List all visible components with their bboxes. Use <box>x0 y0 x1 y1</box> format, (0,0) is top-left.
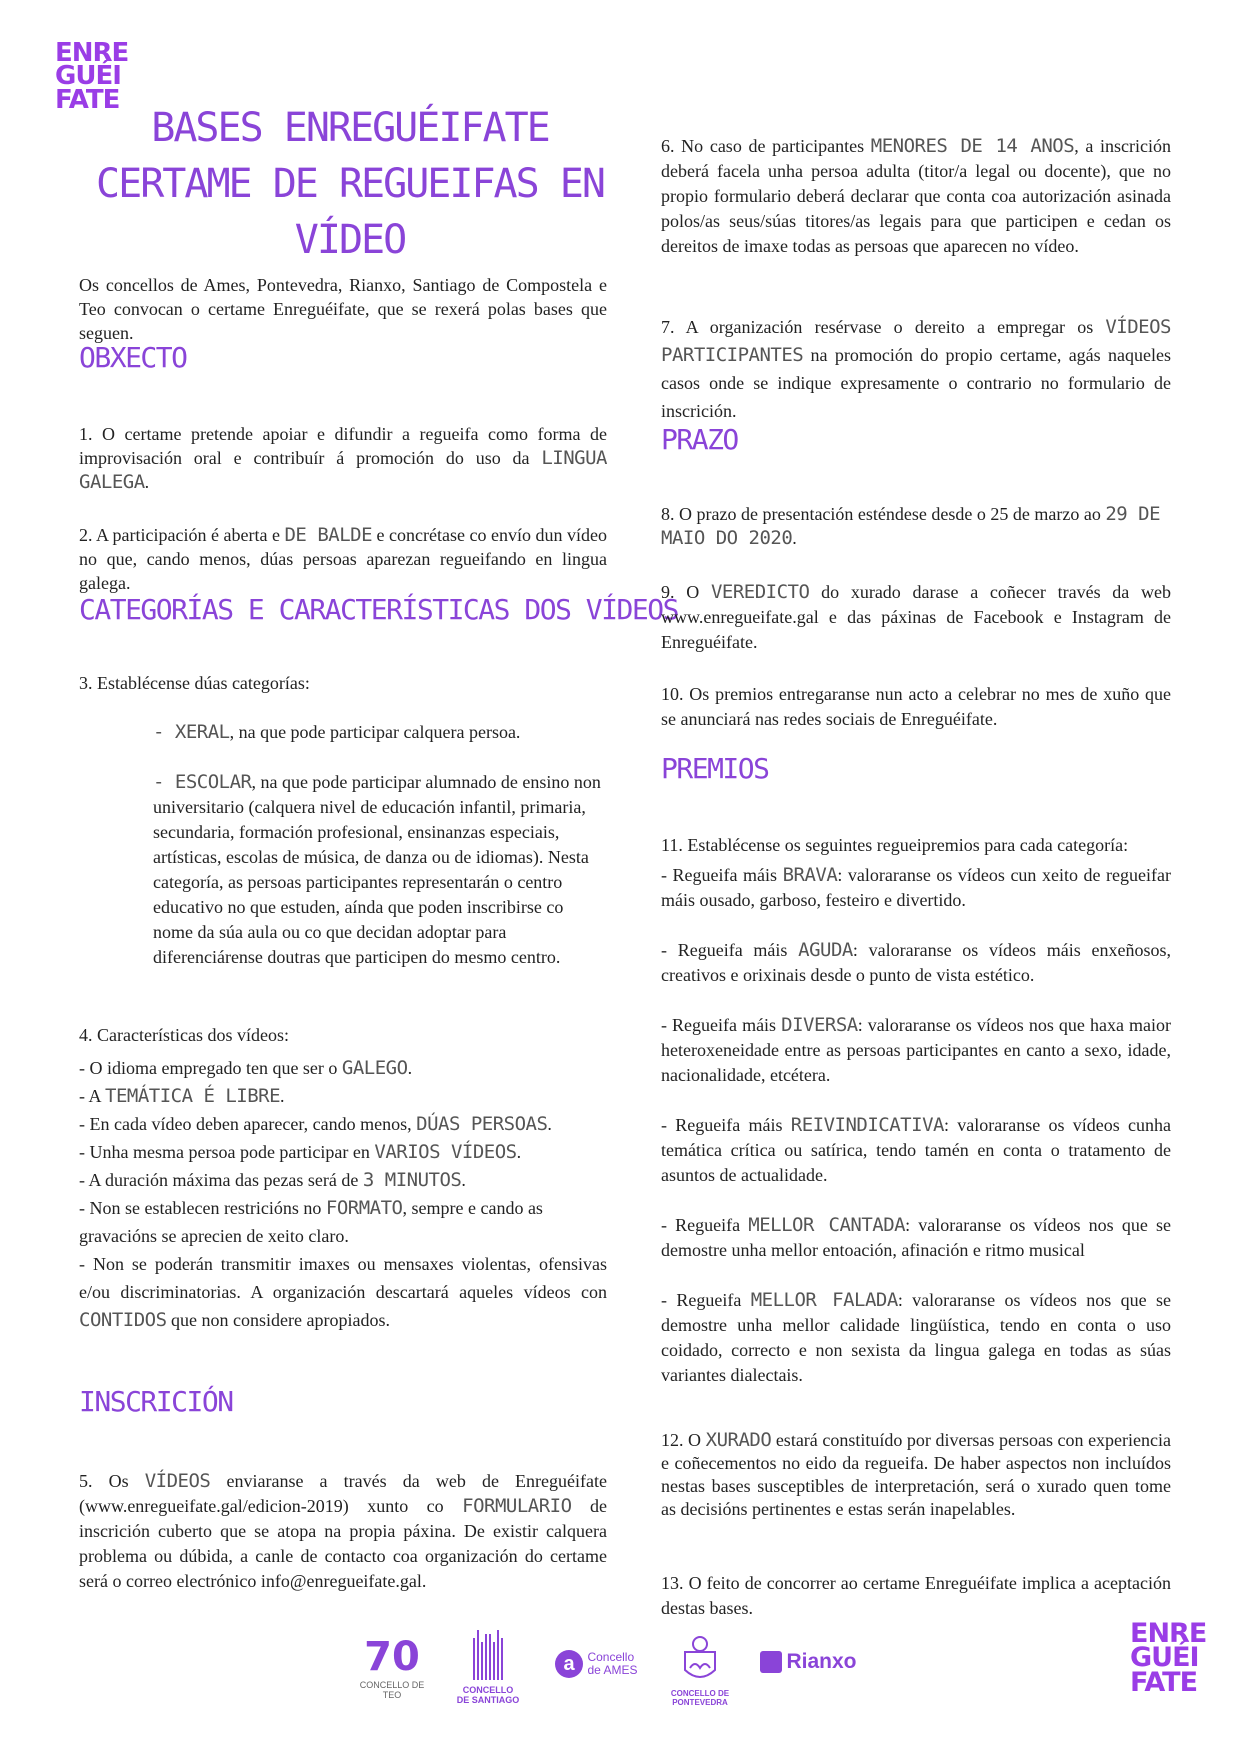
logo-line: GUÉI <box>55 61 121 92</box>
highlight: DE BALDE <box>284 524 373 546</box>
paragraph-4: 4. Características dos vídeos: <box>79 1025 289 1045</box>
text: 9. O <box>661 582 711 602</box>
text: - Regueifa máis <box>661 940 799 960</box>
prize-item <box>661 863 1171 913</box>
feature-item <box>79 1054 607 1082</box>
feature-item <box>79 1110 607 1138</box>
highlight: 29 DE MAIO DO 2020 <box>661 503 1161 549</box>
ames-icon: a <box>555 1650 583 1678</box>
highlight: BRAVA <box>782 864 838 886</box>
prize-item <box>661 1213 1171 1263</box>
feature-item <box>79 1138 607 1166</box>
text: , na que pode participar alumnado de ensino non universitario (calquera nivel de educación infantil, primaria, secundaria, formación profesional, ensinanzas especiais, artísticas, escolas de música, de danza ou de idiomas). Nesta categoría, as persoas participantes representarán o centro educativo no que estuden, aínda que poden inscribirse co nome da súa aula ou co que decidan adoptar para diferenciárense doutras que participen do mesmo centro. <box>153 772 601 967</box>
pontevedra-shield-icon <box>680 1634 720 1684</box>
logo-line: ENRE <box>55 38 129 68</box>
text: do xurado darase a coñecer través da web www.enregueifate.gal e das páxinas de Facebook e Instagram de Enreguéifate. <box>661 582 1171 652</box>
prize-item <box>661 938 1171 988</box>
text: estará constituído por diversas persoas con experiencia e coñecementos no eido da regueifa. De haber aspectos non incluídos nestas bases susceptibles de interpretación, será o xurado quen tome as decisións pertinentes e estas serán inapelables. <box>661 1430 1172 1519</box>
paragraph-12 <box>661 1429 1171 1521</box>
text: e concrétase co envío dun vídeo no que, cando menos, dúas persoas aparezan regueifando en lingua galega. <box>79 525 607 593</box>
paragraph-6 <box>661 134 1171 259</box>
text: - Non se establecen restricións no <box>79 1198 326 1218</box>
highlight: 3 MINUTOS <box>362 1169 462 1191</box>
feature-item <box>79 1194 607 1250</box>
feature-item <box>79 1166 607 1194</box>
highlight: AGUDA <box>798 939 853 961</box>
highlight: VÍDEOS <box>144 1470 211 1492</box>
feature-item <box>79 1250 607 1334</box>
prize-item <box>661 1013 1171 1088</box>
category-xeral <box>153 720 607 744</box>
highlight: XURADO <box>705 1429 772 1451</box>
text: . <box>461 1170 466 1190</box>
highlight: - ESCOLAR <box>153 771 252 793</box>
paragraph-11: 11. Establécense os seguintes regueipremios para cada categoría: <box>661 835 1129 855</box>
section-heading-inscricion: INSCRICIÓN <box>79 1385 233 1418</box>
highlight: GALEGO <box>341 1057 408 1079</box>
rianxo-label: Rianxo <box>786 1650 857 1673</box>
pontevedra-label: CONCELLO DE PONTEVEDRA <box>670 1689 730 1707</box>
highlight: LINGUA GALEGA <box>79 447 607 493</box>
logo-line: FATE <box>55 84 120 115</box>
text: - Regueifa <box>661 1215 749 1235</box>
paragraph-2 <box>79 523 607 595</box>
concello-rianxo-logo <box>760 1650 880 1674</box>
title-line-2: CERTAME DE REGUEIFAS EN VÍDEO <box>96 161 604 263</box>
text: 8. O prazo de presentación esténdese desde o 25 de marzo ao <box>661 504 1106 524</box>
cathedral-icon <box>468 1624 508 1680</box>
teo-mark: 70 <box>364 1634 420 1680</box>
text: : valoraranse os vídeos nos que se demostre unha mellor entoación, afinación e ritmo musical <box>661 1215 1171 1260</box>
text: . <box>547 1114 552 1134</box>
text: - Regueifa máis <box>661 1015 782 1035</box>
section-heading-obxecto: OBXECTO <box>79 341 187 374</box>
text: : valoraranse os vídeos cunha temática crítica ou satírica, tendo tamén en conta o tratamento de asuntos de actualidade. <box>661 1115 1171 1185</box>
text: - A duración máxima das pezas será de <box>79 1170 363 1190</box>
paragraph-8 <box>661 502 1171 550</box>
text: enviaranse a través da web de Enreguéifate (www.enregueifate.gal/edicion-2019) xunto co <box>79 1471 607 1516</box>
text: 2. A participación é aberta e <box>79 525 285 545</box>
prize-item <box>661 1113 1171 1188</box>
highlight: DIVERSA <box>781 1014 858 1036</box>
text: 5. Os <box>79 1471 145 1491</box>
text: . <box>407 1058 413 1078</box>
paragraph-13: 13. O feito de concorrer ao certame Enreguéifate implica a aceptación destas bases. <box>661 1573 1171 1618</box>
concello-teo-logo <box>352 1634 432 1700</box>
text: - Regueifa máis <box>661 1115 791 1135</box>
text: : valoraranse os vídeos nos que haxa maior heteroxeneidade entre as persoas participantes en canto a sexo, idade, nacionalidade, etcétera. <box>661 1015 1171 1085</box>
text: . <box>792 528 797 548</box>
prize-item <box>661 1288 1171 1388</box>
text: - A <box>79 1086 106 1106</box>
concello-pontevedra-logo <box>660 1634 740 1707</box>
text: - Non se poderán transmitir imaxes ou mensaxes violentas, ofensivas e/ou discriminatorias. A organización descartará aqueles vídeos con <box>79 1254 607 1302</box>
enregueifate-logo-bottom <box>1130 1618 1207 1698</box>
section-heading-premios: PREMIOS <box>661 752 769 785</box>
text: , a inscrición deberá facela unha persoa adulta (titor/a legal ou docente), que no propio formulario deberá declarar que conta coa autorización asinada polos/as seus/súas titores/as legais para que participen e cedan os dereitos de imaxe todas as persoas que aparecen no vídeo. <box>661 136 1171 256</box>
highlight: TEMÁTICA É LIBRE <box>105 1085 281 1107</box>
paragraph-9 <box>661 580 1171 655</box>
logo-line: ENRE <box>1130 1618 1207 1649</box>
concello-santiago-logo <box>456 1624 520 1705</box>
teo-label: CONCELLO DE TEO <box>359 1680 425 1700</box>
highlight: REIVINDICATIVA <box>790 1114 944 1136</box>
ames-label: Concello de AMES <box>587 1650 638 1677</box>
paragraph-7 <box>661 313 1171 425</box>
paragraph-10: 10. Os premios entregaranse nun acto a celebrar no mes de xuño que se anunciará nas redes sociais de Enreguéifate. <box>661 684 1171 729</box>
logo-line: FATE <box>1130 1666 1198 1698</box>
santiago-label: CONCELLO DE SANTIAGO <box>456 1685 520 1705</box>
highlight: - XERAL <box>153 721 230 743</box>
text: : valoraranse os vídeos cun xeito de regueifar máis ousado, garboso, festeiro e divertido. <box>661 865 1172 910</box>
highlight: MELLOR FALADA <box>750 1289 898 1311</box>
intro-paragraph: Os concellos de Ames, Pontevedra, Rianxo, Santiago de Compostela e Teo convocan o certame Enreguéifate, que se rexerá polas bases que seguen. <box>79 275 607 343</box>
highlight: MELLOR CANTADA <box>748 1214 906 1236</box>
text: - O idioma empregado ten que ser o <box>79 1058 342 1078</box>
title-line-1: BASES ENREGUÉIFATE <box>151 105 549 151</box>
highlight: MENORES DE 14 ANOS <box>870 135 1075 157</box>
highlight: CONTIDOS <box>79 1309 167 1331</box>
prizes-list <box>661 863 1171 1388</box>
text: 12. O <box>661 1430 706 1450</box>
text: 7. A organización resérvase o dereito a empregar os <box>661 317 1106 337</box>
text: na promoción do propio certame, agás naqueles casos onde se indique expresamente o contrario no formulario de inscrición. <box>661 345 1171 421</box>
highlight: VÍDEOS PARTICIPANTES <box>661 316 1171 366</box>
features-list <box>79 1054 607 1334</box>
text: . <box>280 1086 285 1106</box>
page-title <box>80 100 620 268</box>
concello-ames-logo <box>555 1650 655 1678</box>
text: - Regueifa máis <box>661 865 783 885</box>
highlight: FORMATO <box>325 1197 403 1219</box>
text: , sempre e cando as gravacións se aprecien de xeito claro. <box>79 1198 543 1246</box>
text: : valoraranse os vídeos máis enxeñosos, creativos e orixinais desde o punto de vista estético. <box>661 940 1171 985</box>
highlight: FORMULARIO <box>462 1495 572 1517</box>
text: . <box>144 472 150 492</box>
category-escolar <box>153 770 607 970</box>
text: : valoraranse os vídeos nos que se demostre unha mellor calidade lingüística, tendo en conta o uso coidado, correcto e non sexista da lingua galega en todas as súas variantes dialectais. <box>661 1290 1171 1385</box>
text: - Unha mesma persoa pode participar en <box>79 1142 375 1162</box>
highlight: VEREDICTO <box>710 581 810 603</box>
section-heading-prazo: PRAZO <box>661 423 738 456</box>
logo-line: GUÉI <box>1130 1642 1199 1674</box>
text: - En cada vídeo deben aparecer, cando menos, <box>79 1114 417 1134</box>
text: - Regueifa <box>661 1290 751 1310</box>
sponsor-logos <box>340 1630 900 1730</box>
text: . <box>516 1142 522 1162</box>
text: 6. No caso de participantes <box>661 136 871 156</box>
text: 1. O certame pretende apoiar e difundir a regueifa como forma de improvisación oral e contribuír á promoción do uso da <box>79 424 607 468</box>
paragraph-3: 3. Establécense dúas categorías: <box>79 673 310 693</box>
text: de inscrición cuberto que se atopa na propia páxina. De existir calquera problema ou dúbida, a canle de contacto coa organización do certame será o correo electrónico info@enregueifate.gal. <box>79 1496 607 1591</box>
highlight: VARIOS VÍDEOS <box>374 1141 517 1163</box>
paragraph-5 <box>79 1469 607 1594</box>
paragraph-1 <box>79 422 607 494</box>
text: que non considere apropiados. <box>166 1310 390 1330</box>
section-heading-categorias: CATEGORÍAS E CARACTERÍSTICAS DOS VÍDEOS <box>79 593 678 626</box>
text: , na que pode participar calquera persoa. <box>229 722 521 742</box>
feature-item <box>79 1082 607 1110</box>
rianxo-icon <box>760 1651 782 1673</box>
highlight: DÚAS PERSOAS <box>416 1113 548 1135</box>
